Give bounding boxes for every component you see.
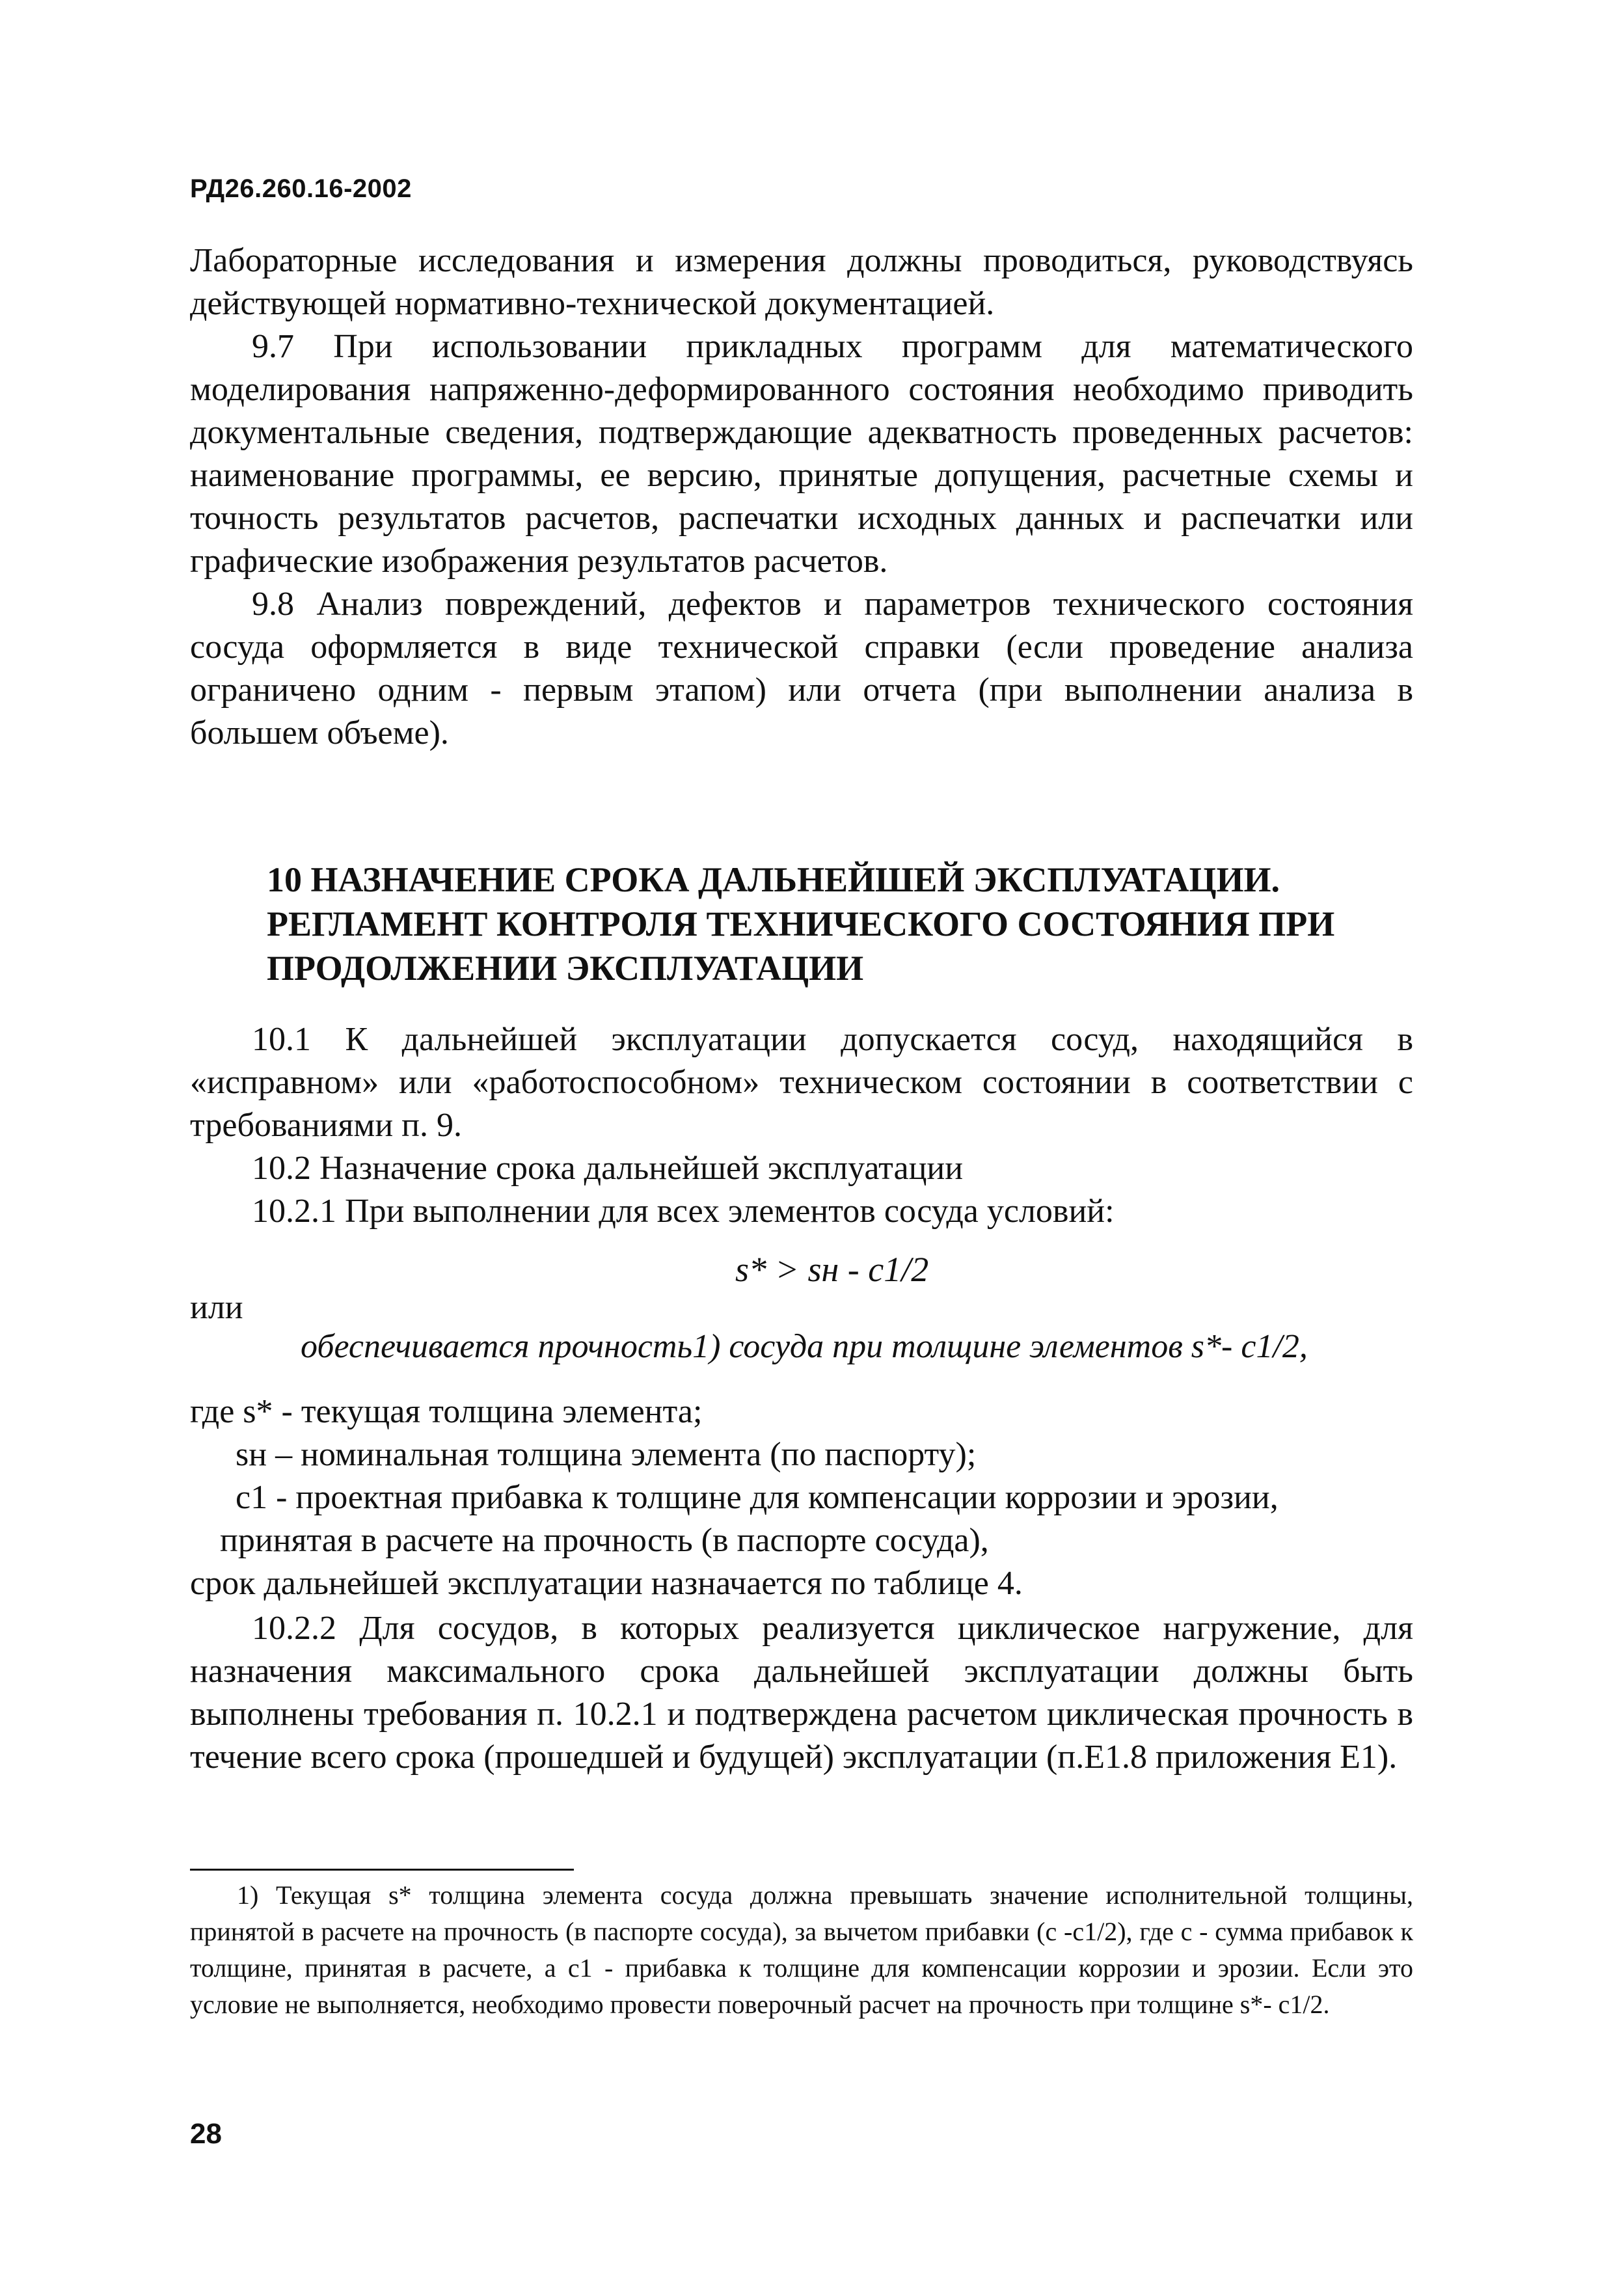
- definition-tail: срок дальнейшей эксплуатации назначается по таблице 4.: [190, 1565, 1023, 1602]
- paragraph-9-8: 9.8 Анализ повреждений, дефектов и параметров технического состояния сосуда оформляется в виде технической справки (если проведение анализа ограничено одним - первым этапом) или отчета (при выполнении анализа в большем объеме).: [190, 586, 1413, 752]
- word-or: или: [190, 1289, 243, 1326]
- paragraph-10-2-1: 10.2.1 При выполнении для всех элементов сосуда условий:: [252, 1193, 1115, 1230]
- paragraph-lab-research: Лабораторные исследования и измерения должны проводиться, руководствуясь действующей нормативно-технической документацией.: [190, 242, 1413, 322]
- formula-condition: s* > sн - c1/2: [735, 1250, 929, 1289]
- heading-line: 10 НАЗНАЧЕНИЕ СРОКА ДАЛЬНЕЙШЕЙ ЭКСПЛУАТАЦИИ.: [267, 860, 1280, 899]
- heading-line: ПРОДОЛЖЕНИИ ЭКСПЛУАТАЦИИ: [267, 949, 864, 988]
- definition-c1-line1: c1 - проектная прибавка к толщине для компенсации коррозии и эрозии,: [236, 1479, 1279, 1516]
- paragraph-9-7: 9.7 При использовании прикладных программ для математического моделирования напряженно-деформированного состояния необходимо приводить документальные сведения, подтверждающие адекватность проведенных расчетов: наименование программы, ее версию, принятые допущения, расчетные схемы и точность результатов расчетов, распечатки исходных данных и распечатки или графические изображения результатов расчетов.: [190, 328, 1413, 580]
- section-heading-10: [267, 858, 1412, 990]
- heading-line: РЕГЛАМЕНТ КОНТРОЛЯ ТЕХНИЧЕСКОГО СОСТОЯНИЯ ПРИ: [267, 904, 1335, 943]
- document-code: РД26.260.16-2002: [190, 174, 412, 203]
- paragraph-10-2-2-block: [190, 1607, 1413, 1779]
- footnote-text: 1) Текущая s* толщина элемента сосуда должна превышать значение исполнительной толщины, принятой в расчете на прочность (в паспорте сосуда), за вычетом прибавки (c -c1/2), где c - сумма прибавок к толщине, принятая в расчете, а c1 - прибавка к толщине для компенсации коррозии и эрозии. Если это условие не выполняется, необходимо провести поверочный расчет на прочность при толщине s*- c1/2.: [190, 1880, 1413, 2019]
- paragraph-10-2: 10.2 Назначение срока дальнейшей эксплуатации: [252, 1150, 964, 1187]
- definition-s-n: sн – номинальная толщина элемента (по паспорту);: [236, 1436, 977, 1473]
- formula-alternative: обеспечивается прочность1) сосуда при толщине элементов s*- c1/2,: [301, 1328, 1308, 1365]
- paragraph-intro: [190, 239, 1413, 755]
- footnote-divider: [190, 1869, 574, 1871]
- definition-c1-line2: принятая в расчете на прочность (в паспорте сосуда),: [220, 1522, 989, 1559]
- page-number: 28: [190, 2118, 222, 2150]
- paragraph-10-1: 10.1 К дальнейшей эксплуатации допускается сосуд, находящийся в «исправном» или «работоспособном» техническом состоянии в соответствии с требованиями п. 9.: [190, 1021, 1413, 1144]
- footnote: [190, 1877, 1413, 2023]
- paragraphs-10: [190, 1018, 1413, 1233]
- paragraph-10-2-2: 10.2.2 Для сосудов, в которых реализуется циклическое нагружение, для назначения максимального срока дальнейшей эксплуатации должны быть выполнены требования п. 10.2.1 и подтверждена расчетом циклическая прочность в течение всего срока (прошедшей и будущей) эксплуатации (п.Е1.8 приложения Е1).: [190, 1610, 1413, 1776]
- definition-s-star: где s* - текущая толщина элемента;: [190, 1393, 703, 1430]
